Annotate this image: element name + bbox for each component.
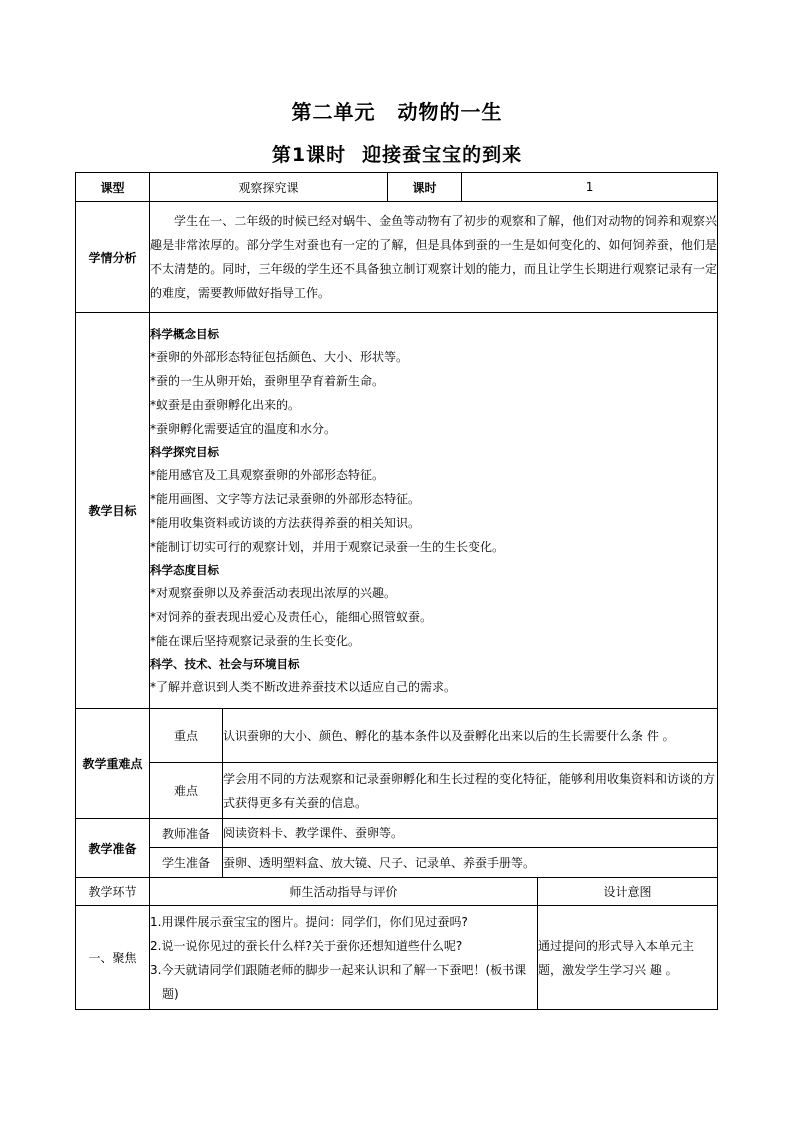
- course-type-label: 课型: [76, 173, 150, 202]
- goal-item: *蚕卵的外部形态特征包括颜色、大小、形状等。: [150, 349, 409, 364]
- lesson-plan-table: [75, 172, 718, 1010]
- step-item: 2.说一说你见过的蚕长什么样?关于蚕你还想知道些什么呢?: [150, 938, 463, 953]
- goal-item: *能在课后坚持观察记录蚕的生长变化。: [150, 633, 361, 648]
- focus-text: 认识蚕卵的大小、颜色、孵化的基本条件以及蚕孵化出来以后的生长需要什么条 件 。: [223, 709, 718, 763]
- course-type-row: [76, 173, 718, 202]
- phase1-steps: [150, 906, 538, 1010]
- analysis-row: [76, 202, 718, 313]
- teacher-prep-text: 阅读资料卡、教学课件、蚕卵等。: [223, 819, 718, 848]
- analysis-text: 学生在一、二年级的时候已经对蜗牛、金鱼等动物有了初步的观察和了解，他们对动物的饲养和观察兴趣是非常浓厚的。部分学生对蚕也有一定的了解，但是具体到蚕的一生是如何变化的、如何饲养蚕，他们是不太清楚的。同时，三年级的学生还不具备独立制订观察计划的能力，而且让学生长期进行观察记录有一定的难度，需要教师做好指导工作。: [150, 202, 718, 313]
- keypoints-label: 教学重难点: [76, 709, 150, 819]
- goal-heading-attitude: 科学态度目标: [150, 562, 219, 577]
- goal-heading-stse: 科学、技术、社会与环境目标: [150, 656, 300, 671]
- goal-item: *蚕卵孵化需要适宜的温度和水分。: [150, 421, 337, 436]
- period-label: 课时: [388, 173, 462, 202]
- phase1-label: 一、聚焦: [76, 906, 150, 1010]
- activity-header: 师生活动指导与评价: [150, 878, 538, 906]
- student-prep-row: [76, 848, 718, 878]
- goal-item: *能用收集资料或访谈的方法获得养蚕的相关知识。: [150, 515, 421, 530]
- goal-item: *了解并意识到人类不断改进养蚕技术以适应自己的需求。: [150, 679, 457, 694]
- goal-item: *蚕的一生从卵开始，蚕卵里孕育着新生命。: [150, 373, 385, 388]
- student-prep-label: 学生准备: [150, 848, 223, 878]
- course-type-value: 观察探究课: [150, 173, 388, 202]
- goal-item: *能制订切实可行的观察计划，并用于观察记录蚕一生的生长变化。: [150, 539, 505, 554]
- intent-header: 设计意图: [538, 878, 718, 906]
- goal-item: *能用感官及工具观察蚕卵的外部形态特征。: [150, 467, 385, 482]
- difficulty-text: 学会用不同的方法观察和记录蚕卵孵化和生长过程的变化特征，能够利用收集资料和访谈的方式获得更多有关蚕的信息。: [223, 763, 718, 819]
- step-item: 1.用课件展示蚕宝宝的图片。提问：同学们，你们见过蚕吗?: [150, 914, 468, 929]
- unit-title: [0, 96, 794, 125]
- phase1-intent: 通过提问的形式导入本单元主题，激发学生学习兴 趣 。: [538, 906, 718, 1010]
- goals-content: [150, 313, 718, 709]
- teacher-prep-row: [76, 819, 718, 848]
- goals-label: 教学目标: [76, 313, 150, 709]
- goal-item: *对观察蚕卵以及养蚕活动表现出浓厚的兴趣。: [150, 585, 397, 600]
- focus-row: [76, 709, 718, 763]
- teacher-prep-label: 教师准备: [150, 819, 223, 848]
- student-prep-text: 蚕卵、透明塑料盒、放大镜、尺子、记录单、养蚕手册等。: [223, 848, 718, 878]
- difficulty-row: [76, 763, 718, 819]
- goal-item: *对饲养的蚕表现出爱心及责任心，能细心照管蚁蚕。: [150, 609, 433, 624]
- unit-name: 动物的一生: [397, 100, 503, 124]
- goal-heading-inquiry: 科学探究目标: [150, 444, 219, 459]
- analysis-label: 学情分析: [76, 202, 150, 313]
- lesson-title: [0, 140, 794, 167]
- phase-header-row: [76, 878, 718, 906]
- prep-label: 教学准备: [76, 819, 150, 878]
- step-item: 3.今天就请同学们跟随老师的脚步一起来认识和了解一下蚕吧！(板书课题): [150, 962, 527, 1001]
- phase-header: 教学环节: [76, 878, 150, 906]
- goal-heading-concept: 科学概念目标: [150, 326, 219, 341]
- difficulty-label: 难点: [150, 763, 223, 819]
- period-value: 1: [462, 173, 718, 202]
- unit-number: 第二单元: [291, 100, 376, 124]
- lesson-number: 第1课时: [271, 144, 347, 166]
- goal-item: *蚁蚕是由蚕卵孵化出来的。: [150, 397, 301, 412]
- goal-item: *能用画图、文字等方法记录蚕卵的外部形态特征。: [150, 491, 421, 506]
- goals-row: [76, 313, 718, 709]
- lesson-name: 迎接蚕宝宝的到来: [362, 144, 523, 166]
- focus-label: 重点: [150, 709, 223, 763]
- phase1-row: [76, 906, 718, 1010]
